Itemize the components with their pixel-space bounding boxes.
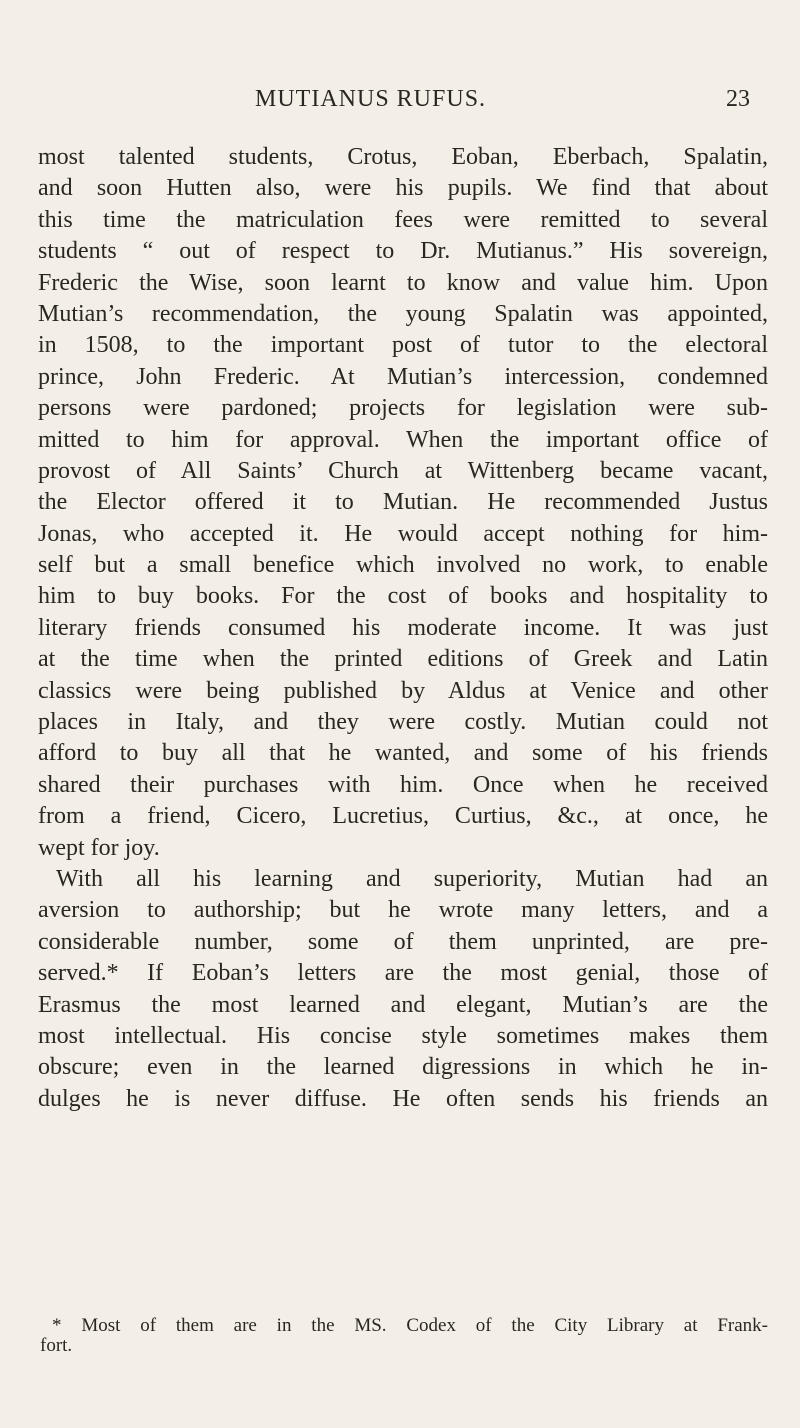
text-line: Jonas, who accepted it. He would accept nothing for him- bbox=[38, 520, 768, 547]
text-line: this time the matriculation fees were remitted to several bbox=[38, 206, 768, 233]
text-line: afford to buy all that he wanted, and some of his friends bbox=[38, 740, 768, 767]
text-line: provost of All Saints’ Church at Wittenberg became vacant, bbox=[38, 457, 768, 484]
text-line: at the time when the printed editions of Greek and Latin bbox=[38, 646, 768, 673]
footnote-line: fort. bbox=[40, 1335, 73, 1356]
footnote-line: * Most of them are in the MS. Codex of the City Library at Frank- bbox=[52, 1315, 768, 1336]
text-line: mitted to him for approval. When the important office of bbox=[38, 426, 768, 453]
text-line: served.* If Eoban’s letters are the most genial, those of bbox=[38, 960, 768, 987]
text-line: aversion to authorship; but he wrote many letters, and a bbox=[38, 897, 768, 924]
text-line: wept for joy. bbox=[38, 834, 160, 861]
text-line: shared their purchases with him. Once when he received bbox=[38, 771, 768, 798]
text-line: persons were pardoned; projects for legislation were sub- bbox=[38, 395, 768, 422]
text-line: students “ out of respect to Dr. Mutianus.” His sovereign, bbox=[38, 238, 768, 265]
text-line: from a friend, Cicero, Lucretius, Curtius, &c., at once, he bbox=[38, 803, 768, 830]
text-line: most intellectual. His concise style sometimes makes them bbox=[38, 1022, 768, 1049]
text-line: classics were being published by Aldus at Venice and other bbox=[38, 677, 768, 704]
text-line: Erasmus the most learned and elegant, Mutian’s are the bbox=[38, 991, 768, 1018]
running-head: MUTIANUS RUFUS. bbox=[255, 86, 487, 112]
text-line: obscure; even in the learned digressions in which he in- bbox=[38, 1054, 768, 1081]
text-line: prince, John Frederic. At Mutian’s intercession, condemned bbox=[38, 363, 768, 390]
text-line: Frederic the Wise, soon learnt to know and value him. Upon bbox=[38, 269, 768, 296]
text-line: Mutian’s recommendation, the young Spalatin was appointed, bbox=[38, 300, 768, 327]
body-text bbox=[38, 142, 768, 1115]
text-line: and soon Hutten also, were his pupils. We find that about bbox=[38, 175, 768, 202]
text-line: With all his learning and superiority, Mutian had an bbox=[56, 865, 768, 892]
text-line: in 1508, to the important post of tutor to the electoral bbox=[38, 332, 768, 359]
text-line: most talented students, Crotus, Eoban, Eberbach, Spalatin, bbox=[38, 144, 768, 170]
text-line: the Elector offered it to Mutian. He recommended Justus bbox=[38, 489, 768, 516]
text-line: literary friends consumed his moderate income. It was just bbox=[38, 614, 768, 641]
footnote bbox=[40, 1316, 768, 1356]
text-line: self but a small benefice which involved no work, to enable bbox=[38, 552, 768, 579]
page-number: 23 bbox=[726, 86, 750, 112]
text-line: dulges he is never diffuse. He often sends his friends an bbox=[38, 1085, 768, 1112]
text-line: considerable number, some of them unprinted, are pre- bbox=[38, 928, 768, 955]
text-line: him to buy books. For the cost of books and hospitality to bbox=[38, 583, 768, 610]
text-line: places in Italy, and they were costly. Mutian could not bbox=[38, 709, 768, 736]
